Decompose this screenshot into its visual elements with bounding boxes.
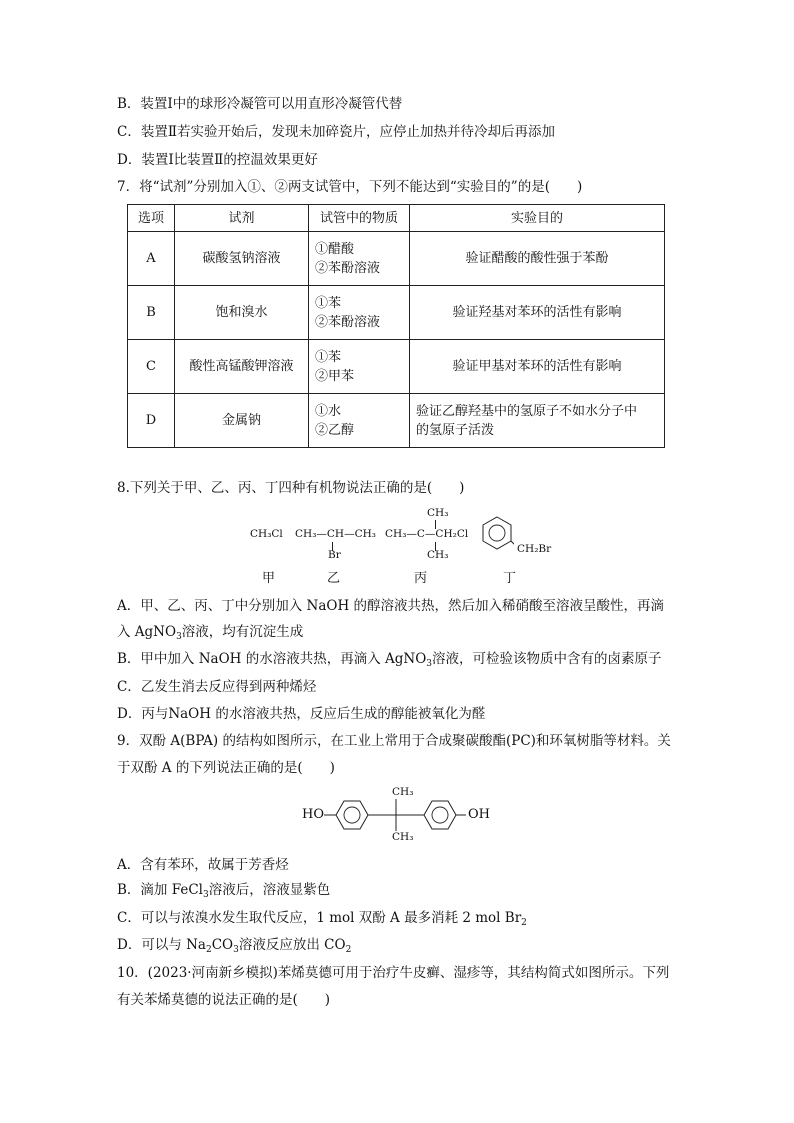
q8-option-b: B．甲中加入 NaOH 的水溶液共热，再滴入 AgNO$_3$溶液，可检验该物质中含有的卤素原子 <box>117 651 662 669</box>
q9-option-c: C．可以与浓溴水发生取代反应，1 mol 双酚 A 最多消耗 2 mol $Br_2$ <box>117 910 527 928</box>
substance-cell: ①醋酸 ②苯酚溶液 <box>309 232 410 286</box>
bpa-ho: HO <box>302 807 324 822</box>
bpa-structure <box>300 783 510 848</box>
goal-cell: 验证甲基对苯环的活性有影响 <box>410 340 665 394</box>
option-cell: C <box>128 340 175 394</box>
reagent-cell: 碳酸氢钠溶液 <box>175 232 309 286</box>
q6-option-b: B．装置Ⅰ中的球形冷凝管可以用直形冷凝管代替 <box>117 96 403 112</box>
label-ding: 丁 <box>503 571 517 586</box>
table-row <box>128 340 665 394</box>
goal-cell: 验证乙醇羟基中的氢原子不如水分子中 的氢原子活泼 <box>410 394 665 448</box>
header-option: 选项 <box>128 205 175 232</box>
compound-yi: CH₃—CH—CH₃ <box>295 528 376 540</box>
table-header-row <box>128 205 665 232</box>
q10-stem-line2: 有关苯烯莫德的说法正确的是( ) <box>117 992 331 1008</box>
table-row <box>128 232 665 286</box>
q9-stem-line2: 于双酚 A 的下列说法正确的是( ) <box>117 760 335 776</box>
q8-option-d: D．丙与NaOH 的水溶液共热，反应后生成的醇能被氧化为醛 <box>117 706 486 722</box>
label-bing: 丙 <box>414 571 428 586</box>
substance-cell: ①水 ②乙醇 <box>309 394 410 448</box>
option-cell: B <box>128 286 175 340</box>
reagent-cell: 金属钠 <box>175 394 309 448</box>
compound-ding-sub: CH₂Br <box>517 543 552 555</box>
q6-option-d: D．装置Ⅰ比装置Ⅱ的控温效果更好 <box>117 152 318 168</box>
option-cell: D <box>128 394 175 448</box>
compound-bing-top: CH₃ <box>427 507 449 519</box>
q7-stem: 7．将“试剂”分别加入①、②两支试管中，下列不能达到“实验目的”的是( ) <box>117 179 583 195</box>
q8-option-c: C．乙发生消去反应得到两种烯烃 <box>117 679 317 695</box>
goal-cell: 验证羟基对苯环的活性有影响 <box>410 286 665 340</box>
header-substance: 试管中的物质 <box>309 205 410 232</box>
reagent-cell: 酸性高锰酸钾溶液 <box>175 340 309 394</box>
compound-yi-sub: Br <box>328 549 341 561</box>
option-cell: A <box>128 232 175 286</box>
q9-option-b: B．滴加 FeCl$_3$溶液后，溶液显紫色 <box>117 882 331 900</box>
reagent-cell: 饱和溴水 <box>175 286 309 340</box>
substance-cell: ①苯 ②苯酚溶液 <box>309 286 410 340</box>
q8-stem: 8.下列关于甲、乙、丙、丁四种有机物说法正确的是( ) <box>117 480 465 496</box>
benzene-ring-icon <box>480 515 514 555</box>
q10-stem-line1: 10．(2023·河南新乡模拟)苯烯莫德可用于治疗牛皮癣、湿疹等，其结构简式如图所示。下列 <box>117 965 670 981</box>
header-goal: 实验目的 <box>410 205 665 232</box>
bpa-ch3-bot: CH₃ <box>392 831 414 843</box>
q9-option-a: A．含有苯环，故属于芳香烃 <box>117 857 289 873</box>
header-reagent: 试剂 <box>175 205 309 232</box>
compound-bing: CH₃—C—CH₂Cl <box>385 528 469 540</box>
q8-option-a-line2: 入 AgNO$_3$溶液，均有沉淀生成 <box>117 624 304 642</box>
compound-bing-bot: CH₃ <box>427 549 449 561</box>
bpa-ch3-top: CH₃ <box>392 786 414 798</box>
q6-option-c: C．装置Ⅱ若实验开始后，发现未加碎瓷片，应停止加热并待冷却后再添加 <box>117 124 556 140</box>
q7-table <box>127 204 665 448</box>
q9-option-d: D．可以与 $Na_2CO_3$溶液反应放出 $CO_2$ <box>117 937 352 955</box>
compound-jia: CH₃Cl <box>250 528 283 540</box>
table-row <box>128 286 665 340</box>
substance-cell: ①苯 ②甲苯 <box>309 340 410 394</box>
label-jia: 甲 <box>262 571 276 586</box>
label-yi: 乙 <box>327 571 341 586</box>
bpa-oh: OH <box>468 807 490 822</box>
goal-cell: 验证醋酸的酸性强于苯酚 <box>410 232 665 286</box>
q9-stem-line1: 9．双酚 A(BPA) 的结构如图所示，在工业上常用于合成聚碳酸酯(PC)和环氧树脂等材料。关 <box>117 733 671 749</box>
q8-option-a-line1: A．甲、乙、丙、丁中分别加入 NaOH 的醇溶液共热，然后加入稀硝酸至溶液呈酸性，再滴 <box>117 598 665 614</box>
table-row <box>128 394 665 448</box>
